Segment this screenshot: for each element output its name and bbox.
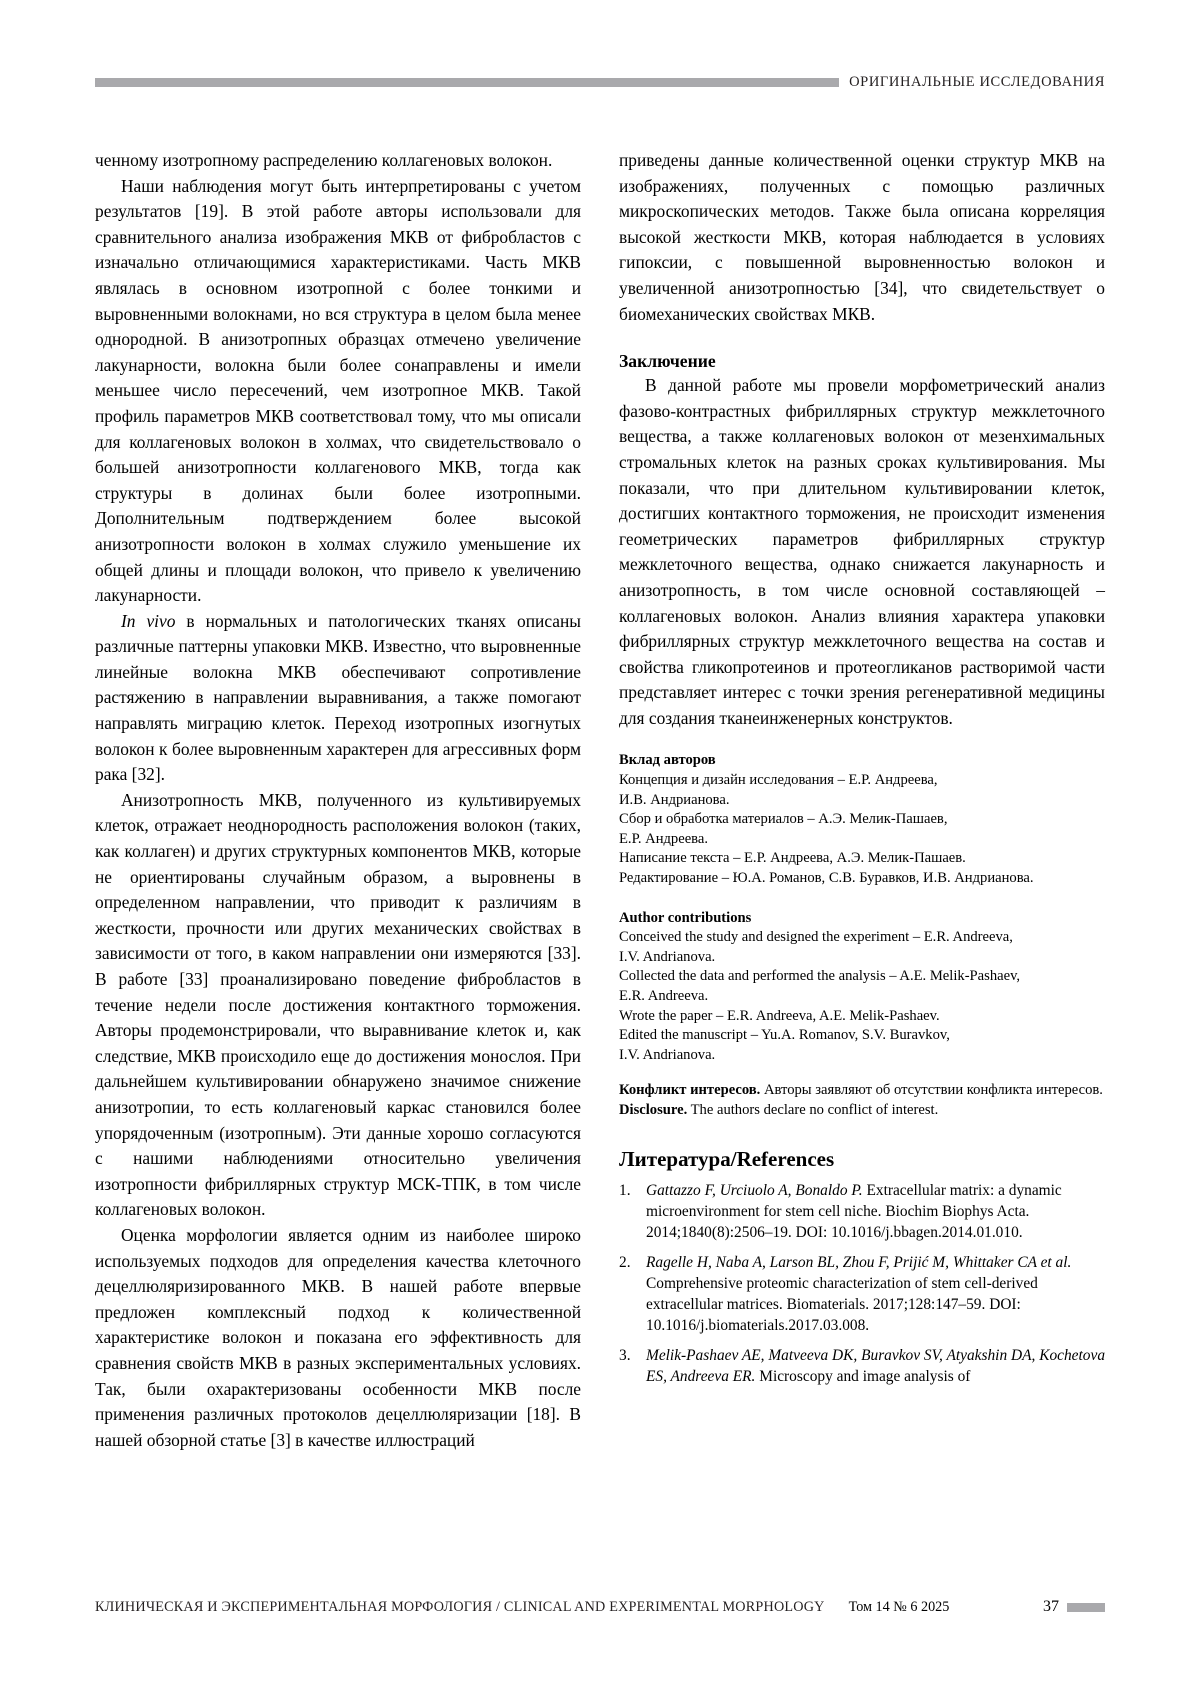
author-contributions-ru: [619, 751, 1105, 888]
reference-number: 2.: [619, 1253, 631, 1271]
paragraph: ченному изотропному распределению коллагеновых волокон.: [95, 150, 553, 170]
reference-item: [619, 1345, 1105, 1387]
reference-number: 3.: [619, 1346, 631, 1364]
reference-authors: Gattazzo F, Urciuolo A, Bonaldo P.: [646, 1181, 863, 1199]
reference-authors: Melik-Pashaev AE, Matveeva DK, Buravkov SV, Atyakshin DA, Kochetova ES, Andreeva ER.: [646, 1346, 1106, 1385]
footer-rule: [1067, 1603, 1105, 1612]
footer-journal-title: КЛИНИЧЕСКАЯ И ЭКСПЕРИМЕНТАЛЬНАЯ МОРФОЛОГИЯ / CLINICAL AND EXPERIMENTAL MORPHOLOGY: [95, 1598, 825, 1615]
contributions-ru-line: Концепция и дизайн исследования – Е.Р. Андреева,: [619, 772, 938, 789]
paragraph: Наши наблюдения могут быть интерпретированы с учетом результатов [19]. В этой работе авторы использовали для сравнительного анализа изображения МКВ от фибробластов с изначально отличающимися характеристиками. Часть МКВ являлась в основном изотропной с более тонкими и выровненными волокнами, но вся структура в целом была менее однородной. В анизотропных образцах отмечено увеличение лакунарности, волокна были более сонаправлены и имели меньшее число пересечений, чем изотропное МКВ. Такой профиль параметров МКВ соответствовал тому, что мы описали для коллагеновых волокон в холмах, что свидетельствовало о большей анизотропности коллагенового МКВ, тогда как структуры в долинах были более изотропными. Дополнительным подтверждением более высокой анизотропности волокон в холмах служило уменьшение их общей длины и площади волокон, что привело к увеличению лакунарности.: [95, 175, 581, 606]
reference-number: 1.: [619, 1181, 631, 1199]
reference-text: Comprehensive proteomic characterization of stem cell-derived extracellular matrices. Biomaterials. 2017;128:147–59. DOI: 10.1016/j.biomaterials.2017.03.008.: [646, 1274, 1038, 1334]
paragraph-rest: в нормальных и патологических тканях описаны различные паттерны упаковки МКВ. Известно, что выровненные линейные волокна МКВ обеспечивают сопротивление растяжению в направлении выравнивания, а также помогают направлять миграцию клеток. Переход изотропных изогнутых волокон к более выровненным характерен для агрессивных форм рака [32].: [95, 610, 581, 785]
disclosure-ru: [619, 1081, 1105, 1101]
disclosure-ru-text: Авторы заявляют об отсутствии конфликта интересов.: [760, 1082, 1103, 1099]
footer-volume: Том 14 № 6 2025: [848, 1598, 950, 1615]
contributions-en-line: I.V. Andrianova.: [619, 1046, 716, 1063]
disclosure-en: [619, 1101, 1105, 1121]
right-column: [619, 148, 1105, 1453]
contributions-en-line: I.V. Andrianova.: [619, 948, 716, 965]
contributions-ru-line: Написание текста – Е.Р. Андреева, А.Э. Мелик-Пашаев.: [619, 850, 966, 867]
contributions-en-heading: Author contributions: [619, 909, 752, 926]
references-heading: Литература/References: [619, 1146, 835, 1171]
contributions-en-line: E.R. Andreeva.: [619, 988, 709, 1004]
disclosure-ru-label: Конфликт интересов.: [619, 1082, 761, 1099]
reference-item: [619, 1252, 1105, 1336]
conclusion-heading: Заключение: [619, 351, 716, 372]
reference-text: Extracellular matrix: a dynamic microenvironment for stem cell niche. Biochim Biophys Acta. 2014;1840(8):2506–19. DOI: 10.1016/j.bbagen.2014.01.010.: [646, 1181, 1062, 1241]
paragraph: [95, 609, 581, 788]
contributions-ru-line: Редактирование – Ю.А. Романов, С.В. Буравков, И.В. Андрианова.: [619, 870, 1034, 887]
running-head-rule: [95, 78, 839, 87]
contributions-en-line: Conceived the study and designed the experiment – E.R. Andreeva,: [619, 929, 1013, 946]
paragraph: Анизотропность МКВ, полученного из культивируемых клеток, отражает неоднородность расположения волокон (таких, как коллаген) и других структурных компонентов МКВ, которые не ориентированы случайным образом, а выровнены в определенном направлении, что приводит к различиям в жесткости, прочности или других механических свойствах в зависимости от того, в каком направлении они измеряются [33]. В работе [33] проанализировано поведение фибробластов в течение недели после достижения контактного торможения. Авторы продемонстрировали, что выравнивание клеток и, как следствие, МКВ происходило еще до достижения монослоя. При дальнейшем культивировании обнаружено значимое снижение анизотропии, то есть коллагеновый каркас становился более упорядоченным (изотропным). Эти данные хорошо согласуются с нашими наблюдениями относительно увеличения изотропности фибриллярных структур МСК-ТПК, в том числе коллагеновых волокон.: [95, 789, 581, 1220]
page-footer: [95, 1598, 1105, 1616]
disclosure-en-label: Disclosure.: [619, 1101, 688, 1118]
contributions-en-line: Collected the data and performed the analysis – A.E. Melik-Pashaev,: [619, 968, 1021, 985]
paragraph: Оценка морфологии является одним из наиболее широко используемых подходов для определения качества клеточного децеллюляризированного МКВ. В нашей работе впервые предложен комплексный подход к количественной характеристике волокон и показана его эффективность для сравнения свойств МКВ в разных экспериментальных условиях. Так, были охарактеризованы особенности МКВ после применения различных протоколов децеллюляризации [18]. В нашей обзорной статье [3] в качестве иллюстраций: [95, 1224, 581, 1450]
author-contributions-en: [619, 909, 1105, 1066]
contributions-en-line: Wrote the paper – E.R. Andreeva, A.E. Melik-Pashaev.: [619, 1007, 940, 1024]
reference-text: Microscopy and image analysis of: [755, 1367, 971, 1385]
running-head-text: ОРИГИНАЛЬНЫЕ ИССЛЕДОВАНИЯ: [849, 74, 1105, 90]
italic-lead: In vivo: [121, 610, 176, 631]
references-list: [619, 1180, 1105, 1387]
contributions-ru-line: Сбор и обработка материалов – А.Э. Мелик-Пашаев,: [619, 811, 948, 828]
disclosure-en-text: The authors declare no conflict of interest.: [687, 1101, 939, 1118]
contributions-ru-line: Е.Р. Андреева.: [619, 830, 709, 847]
left-column: [95, 148, 581, 1453]
contributions-ru-heading: Вклад авторов: [619, 752, 716, 769]
reference-authors: Ragelle H, Naba A, Larson BL, Zhou F, Prijić M, Whittaker CA et al.: [646, 1253, 1072, 1271]
body-columns: [95, 148, 1105, 1453]
running-head: [95, 74, 1105, 91]
page-number: 37: [1043, 1598, 1059, 1615]
paragraph: приведены данные количественной оценки структур МКВ на изображениях, полученных с помощью различных микроскопических методов. Также была описана корреляция высокой жесткости МКВ, которая наблюдается в условиях гипоксии, с повышенной выровненностью волокон и увеличенной анизотропностью [34], что свидетельствует о биомеханических свойствах МКВ.: [619, 150, 1105, 324]
contributions-ru-line: И.В. Андрианова.: [619, 791, 730, 808]
disclosure-block: [619, 1081, 1105, 1120]
contributions-en-line: Edited the manuscript – Yu.A. Romanov, S.V. Buravkov,: [619, 1027, 950, 1044]
conclusion-paragraph: В данной работе мы провели морфометрический анализ фазово-контрастных фибриллярных структур межклеточного вещества, а также коллагеновых волокон от мезенхимальных стромальных клеток на разных сроках культивирования. Мы показали, что при длительном культивировании клеток, достигших контактного торможения, не происходит изменения геометрических параметров фибриллярных структур межклеточного вещества, однако снижается лакунарность и анизотропность, в том числе основной составляющей – коллагеновых волокон. Анализ влияния характера упаковки фибриллярных структур межклеточного вещества на состав и свойства гликопротеинов и протеогликанов растворимой части представляет интерес с точки зрения регенеративной медицины для создания тканеинженерных конструктов.: [619, 375, 1105, 728]
reference-item: [619, 1180, 1105, 1243]
